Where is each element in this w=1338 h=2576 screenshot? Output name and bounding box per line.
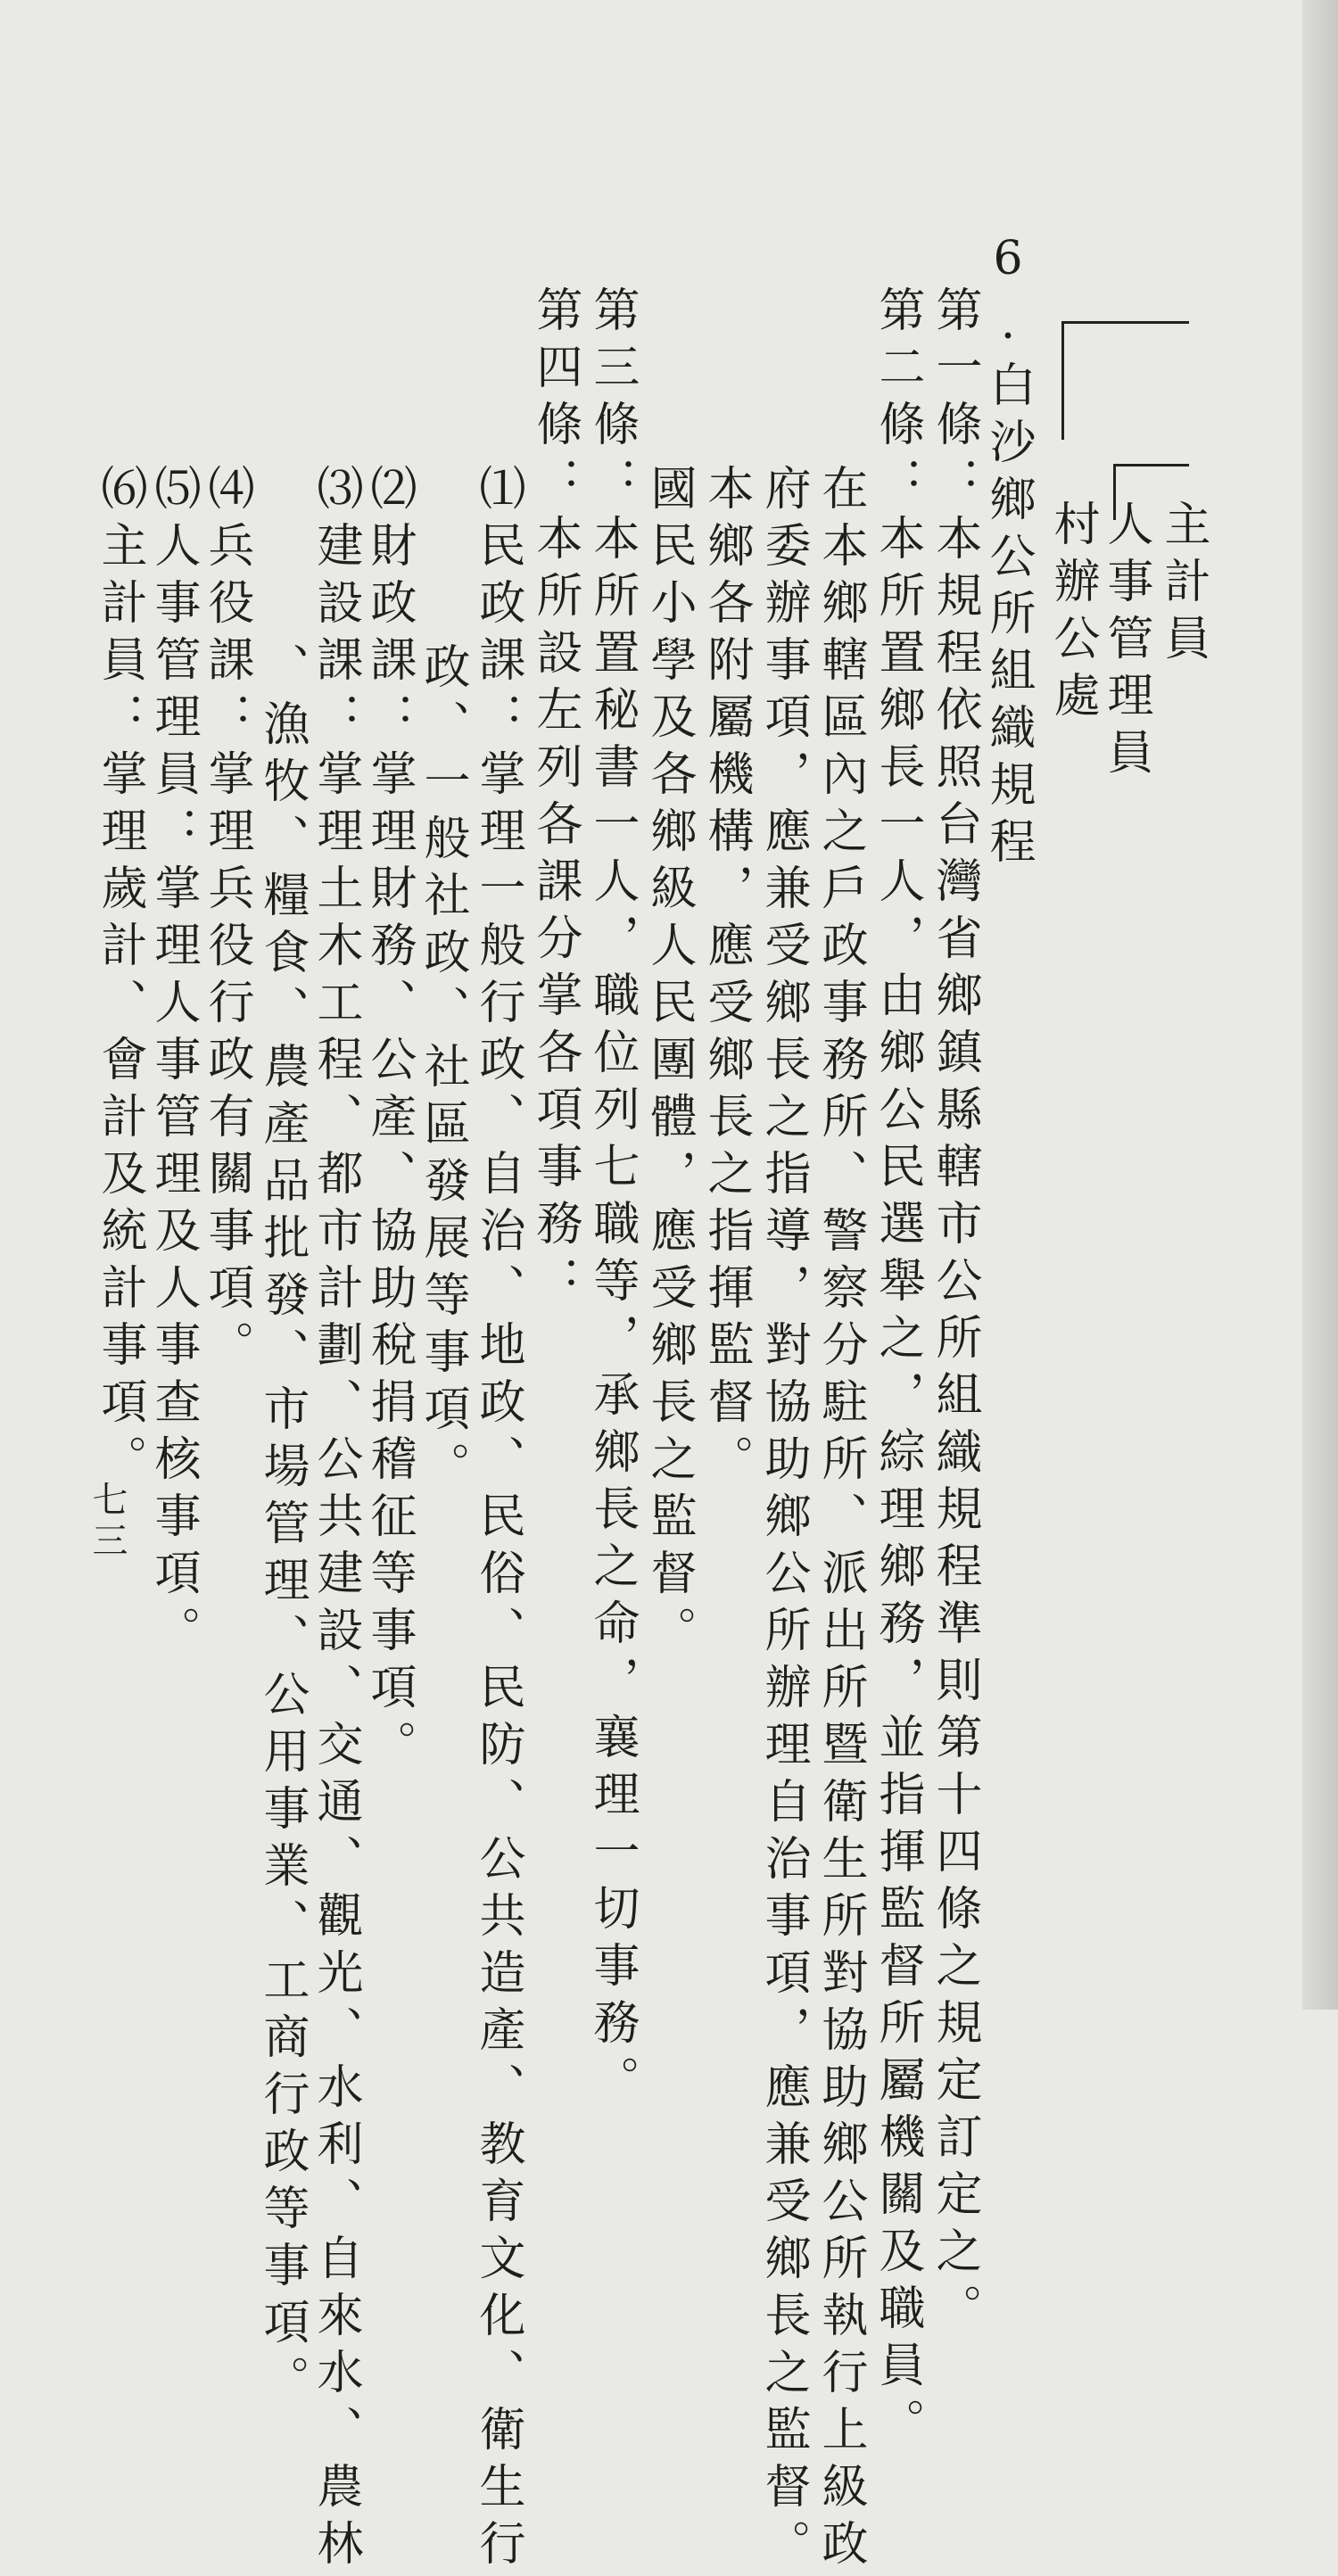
article-2-paragraph-1a: 在本鄉轄區內之戶政事務所、警察分駐所、派出所暨衛生所對協助鄉公所執行上級政 (814, 464, 867, 2576)
tree-village: 村辦公處 (1045, 500, 1099, 728)
item-3-construction: ⑶建設課：掌理土木工程、都市計劃、公共建設、交通、觀光、水利、自來水、農林 (309, 464, 362, 2576)
article-2-paragraph-2: 本鄉各附屬機構，應受鄉長之指揮監督。 (699, 464, 753, 1491)
org-tree-bracket-outer (1061, 321, 1189, 440)
item-4-military-service: ⑷兵役課：掌理兵役行政有關事項。 (200, 464, 253, 1377)
tree-accounting: 主計員 (1156, 500, 1210, 671)
item-3-continuation: 、漁牧、糧食、農產品批發、市場管理、公用事業、工商行政等事項。 (255, 642, 309, 2412)
section-title: 6.白沙鄉公所組織規程 (981, 232, 1035, 874)
tree-personnel: 人事管理員 (1099, 500, 1152, 785)
item-1-continuation: 政、一般社政、社區發展等事項。 (416, 642, 469, 1499)
page-edge-shadow (1302, 0, 1338, 2010)
page-number: 七三 (87, 1481, 128, 1563)
article-1: 第一條：本規程依照台灣省鄉鎮縣轄市公所組織規程準則第十四條之規定訂定之。 (928, 285, 981, 2341)
item-5-personnel: ⑸人事管理員：掌理人事管理及人事查核事項。 (146, 464, 200, 1663)
article-4: 第四條：本所設左列各課分掌各項事務： (528, 285, 582, 1313)
article-2: 第二條：本所置鄉長一人，由鄉公民選舉之，綜理鄉務，並指揮監督所屬機關及職員。 (871, 285, 924, 2455)
article-2-paragraph-3: 國民小學及各鄉級人民團體，應受鄉長之監督。 (642, 464, 696, 1663)
article-2-paragraph-1b: 府委辦事項，應兼受鄉長之指導，對協助鄉公所辦理自治事項，應兼受鄉長之監督。 (756, 464, 810, 2576)
article-3: 第三條：本所置秘書一人，職位列七職等，承鄉長之命，襄理一切事務。 (585, 285, 639, 2112)
item-6-accounting: ⑹主計員：掌理歲計、會計及統計事項。 (93, 464, 146, 1491)
item-2-finance: ⑵財政課：掌理財務、公產、協助稅捐稽征等事項。 (362, 464, 416, 1777)
item-1-civil-affairs: ⑴民政課：掌理一般行政、自治、地政、民俗、民防、公共造產、教育文化、衛生行 (471, 464, 524, 2576)
